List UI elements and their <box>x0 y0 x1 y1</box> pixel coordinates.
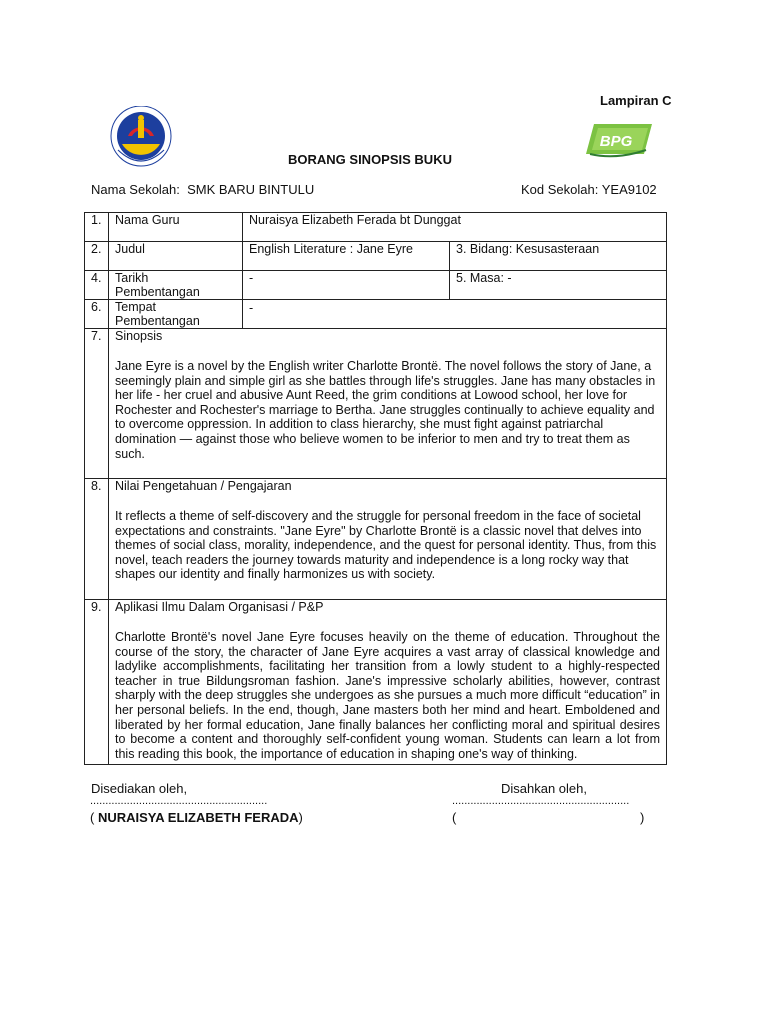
approved-by-label: Disahkan oleh, <box>501 781 587 796</box>
table-row <box>85 271 667 300</box>
approved-paren-open: ( <box>452 810 457 825</box>
teacher-name-value: Nuraisya Elizabeth Ferada bt Dunggat <box>243 213 667 242</box>
lampiran-label: Lampiran C <box>600 93 672 108</box>
approved-signature-line: .......................................................... <box>452 795 630 807</box>
section-heading: Sinopsis <box>115 329 163 343</box>
section-heading: Nilai Pengetahuan / Pengajaran <box>115 479 292 493</box>
row-number: 7. <box>85 329 109 479</box>
prepared-signature-line: .......................................................... <box>90 795 268 807</box>
table-row <box>85 300 667 329</box>
row-number: 1. <box>85 213 109 242</box>
row-number: 9. <box>85 600 109 765</box>
bpg-logo-text: BPG <box>599 133 633 150</box>
code-value: YEA9102 <box>601 182 657 197</box>
field-label: Nama Guru <box>109 213 243 242</box>
venue-value: - <box>243 300 667 329</box>
table-row <box>85 329 667 479</box>
date-value: - <box>243 271 450 300</box>
prepared-name-line <box>90 810 303 825</box>
values-text: It reflects a theme of self-discovery and the struggle for personal freedom in the face of societal expectations and constraints. "Jane Eyre" by Charlotte Brontë is a classic novel that delves into themes of social class, morality, independence, and the quest for personal identity. Thus, from this novel, teach readers the journey towards maturity and independence is a long rocky way that shapes our identity and finally harmonizes us with society. <box>115 509 657 582</box>
synopsis-form-table <box>84 212 667 765</box>
prepared-by-label: Disediakan oleh, <box>91 781 188 796</box>
row-number: 2. <box>85 242 109 271</box>
application-text: Charlotte Brontë's novel Jane Eyre focuses heavily on the theme of education. Throughout the course of the story, the character of Jane Eyre acquires a vast array of classical knowledge and ladylike accomplishments, facilitating her transition from a lowly student to a highly-respected teacher in true Bildungsroman fashion. Jane's impressive scholarly abilities, however, contrast sharply with the deep struggles she undergoes as she pursues a much more difficult “education” in her personal beliefs. In the end, though, Jane masters both her mind and heart. Emboldened and liberated by her formal education, Jane finally balances her conflicting moral and spiritual desires to become a content and thoroughly self-confident young woman. Students can learn a lot from this reading this book, the importance of education in shaping one's way of thinking. <box>115 630 660 761</box>
approved-paren-close: ) <box>640 810 645 825</box>
school-name-line <box>91 182 314 197</box>
table-row <box>85 242 667 271</box>
field-value: 5. Masa: - <box>450 271 667 300</box>
table-row <box>85 600 667 765</box>
school-name: SMK BARU BINTULU <box>187 182 315 197</box>
table-row <box>85 213 667 242</box>
code-label: Kod Sekolah: <box>521 182 599 197</box>
values-cell <box>109 479 667 600</box>
paren-close: ) <box>298 810 303 825</box>
field-label: Tarikh Pembentangan <box>109 271 243 300</box>
table-row <box>85 479 667 600</box>
row-number: 8. <box>85 479 109 600</box>
field-label: Judul <box>109 242 243 271</box>
field-value: 3. Bidang: Kesusasteraan <box>450 242 667 271</box>
synopsis-text: Jane Eyre is a novel by the English writer Charlotte Brontë. The novel follows the story of Jane, a seemingly plain and simple girl as she battles through life's struggles. Jane has many obstacles in her life - her cruel and abusive Aunt Reed, the grim conditions at Lowood school, her love for Rochester and Rochester's marriage to Bertha. Jane struggles continually to achieve equality and to overcome oppression. In addition to class hierarchy, she must fight against patriarchal domination — against those who believe women to be inferior to men and try to treat them as such. <box>115 359 656 461</box>
paren-open: ( <box>90 810 95 825</box>
school-code-line <box>521 182 657 197</box>
title-value: English Literature : Jane Eyre <box>243 242 450 271</box>
field-label: Tempat Pembentangan <box>109 300 243 329</box>
form-title: BORANG SINOPSIS BUKU <box>288 152 452 167</box>
prepared-name: NURAISYA ELIZABETH FERADA <box>97 810 299 825</box>
application-cell <box>109 600 667 765</box>
school-label: Nama Sekolah: <box>91 182 180 197</box>
section-heading: Aplikasi Ilmu Dalam Organisasi / P&P <box>115 600 324 614</box>
row-number: 6. <box>85 300 109 329</box>
synopsis-cell <box>109 329 667 479</box>
row-number: 4. <box>85 271 109 300</box>
